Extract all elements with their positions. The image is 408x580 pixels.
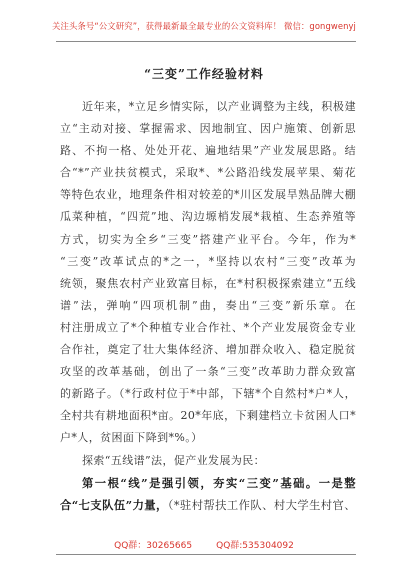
section-intro: 探索“五线谱”法，促产业发展为民： <box>82 453 266 467</box>
section-heading: 第一根“线”是强引领，夯实“三变”基础。一是整 <box>82 475 356 490</box>
footer-qq-group-2: QQ群:535304092 <box>216 541 294 551</box>
document-title: “三变”工作经验材料 <box>144 67 264 81</box>
paragraph-line: 路、不拘一格、处处开花、遍地结果”产业发展思路。结 <box>60 144 356 158</box>
header-promo-note: 关注头条号“公文研究”，获得最新最全最专业的公文资料库！ 微信：gongwenyj <box>52 21 356 31</box>
paragraph-line: 近年来，*立足乡情实际，以产业调整为主线，积极建 <box>82 100 356 113</box>
paragraph-line: 合“*”产业扶贫模式，采取*、*公路沿线发展苹果、菊花 <box>60 166 356 180</box>
paragraph-line: 等特色农业，地理条件相对较差的*川区发展旱熟品牌大棚 <box>60 188 356 202</box>
header-divider <box>56 41 356 42</box>
paragraph-line: 瓜菜种植，“四荒”地、沟边塬梢发展*栽植、生态养殖等 <box>60 210 356 224</box>
footer-qq-group-1: QQ群：30265665 <box>114 541 193 551</box>
document-body <box>60 96 356 516</box>
section-heading-continued <box>60 494 356 516</box>
paragraph-line: 户*人，贫困面下降到*%。） <box>60 431 203 445</box>
normal-phrase: （*驻村帮扶工作队、村大学生村官、 <box>167 498 356 512</box>
paragraph-line: 立“主动对接、掌握需求、因地制宜、因户施策、创新思 <box>60 122 356 136</box>
paragraph-line: 统领，聚焦农村产业致富目标，在*村积极探索建立“五线 <box>60 276 356 290</box>
paragraph-line: 合作社，奠定了壮大集体经济、增加群众收入、稳定脱贫 <box>60 343 356 357</box>
footer-contact <box>0 538 408 551</box>
paragraph-line: 村注册成立了*个种植专业合作社、*个产业发展资金专业 <box>60 320 356 334</box>
bold-phrase: 合“七支队伍”力量， <box>60 497 168 512</box>
paragraph-line: “三变”改革试点的*之一，*坚持以农村“三变”改革为 <box>60 254 356 268</box>
paragraph-line: 方式，切实为全乡“三变”搭建产业平台。今年，作为* <box>60 232 356 246</box>
paragraph-line: 攻坚的改革基础，创出了一条“三变”改革助力群众致富 <box>60 365 356 379</box>
paragraph-line: 的新路子。（*行政村位于*中部，下辖*个自然村*户*人， <box>60 387 356 401</box>
paragraph-line: 全村共有耕地面积*亩。20*年底，下剩建档立卡贫困人口* <box>60 409 356 423</box>
footer-divider <box>56 554 356 555</box>
paragraph-line: 谱”法，弹响“四项机制”曲，奏出“三变”新乐章。在 <box>60 298 356 312</box>
